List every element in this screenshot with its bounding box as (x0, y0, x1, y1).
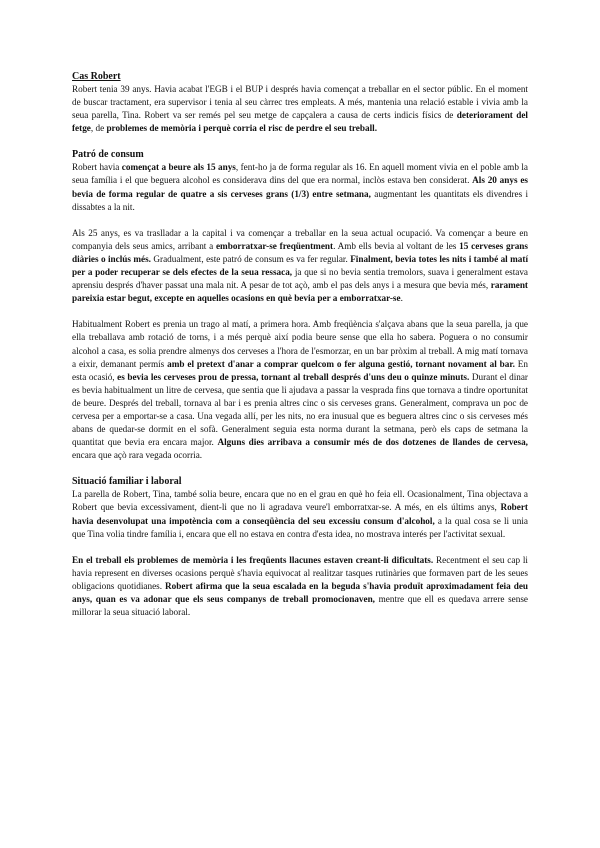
emphasis-text: amb el pretext d'anar a comprar quelcom o fer alguna gestió, tornant novament al bar. (167, 358, 515, 369)
emphasis-text: començat a beure als 15 anys (121, 162, 236, 173)
document-title: Cas Robert (72, 71, 121, 82)
paragraph-intro (72, 83, 528, 135)
emphasis-text: Robert havia desenvolupat una impotència com a conseqüència del seu excessiu consum d'alcohol, (72, 502, 528, 526)
body-text: En esta ocasió, (72, 358, 528, 382)
spacer (72, 541, 528, 554)
body-text: Gradualment, este patró de consum es va fer regular. (150, 253, 351, 264)
body-text: Robert havia (72, 162, 122, 173)
spacer (72, 135, 528, 148)
spacer (72, 305, 528, 318)
body-text: , fent-ho ja de forma regular als 16. En aquell moment vivia en el poble amb la seua família i el que beguera alcohol es considerava dins del que era normal, inclòs estava ben considerat. (72, 162, 528, 186)
emphasis-text: Robert afirma que la seua escalada en la beguda s'havia produït aproximadament feia deu anys, quan es va adonar que els seus companys de treball promocionaven, (72, 580, 529, 604)
body-text: Durant el dinar es bevia habitualment un litre de cervesa, que sentia que li ajudava a passar la vesprada fins que tornava a tindre oportunitat de beure. Després del treball, tornava al bar i es prenia altres cinc o sis cerveses grans. Generalment, comprava un poc de cervesa per a emportar-se a casa. Una vegada allí, per les nits, no era inusual que es beguera altres cinc o sis cerveses més abans de quedar-se dormit en el sofà. Generalment seguia esta norma durant la setmana, però els caps de setmana la quantitat que bevia era encara major. (72, 371, 528, 448)
body-text: a la qual cosa se li unia que Tina volia tindre família i, encara que ell no estava en contra d'esta idea, no mostrava interés per l'activitat sexual. (72, 515, 528, 539)
emphasis-text: deteriorament del fetge (72, 110, 528, 134)
emphasis-text: Als 20 anys es bevia de forma regular de quatre a sis cerveses grans (1/3) entre setmana, (72, 175, 528, 199)
body-text: La parella de Robert, Tina, també solia beure, encara que no en el grau en què ho feia ell. Ocasionalment, Tina objectava a Robert que bevia excessivament, dient-li que no li agradava veure'l emborratxar-se. A més, en els últims anys, (72, 489, 528, 513)
emphasis-text: Finalment, bevia totes les nits i també al matí per a poder recuperar se dels efectes de la seua ressaca, (72, 253, 529, 278)
paragraph-daily-routine (72, 318, 528, 462)
spacer (72, 214, 528, 227)
body-text: Robert tenia 39 anys. Havia acabat l'EGB i el BUP i després havia començat a treballar en el sector públic. En el moment de buscar tractament, era supervisor i tenia al seu càrrec tres empleats. A més, mantenia una relació estable i vivia amb la seua parella, Tina. Robert va ser remés pel seu metge de capçalera a causa de certs indicis físics de (72, 84, 528, 121)
emphasis-text: Alguns dies arribava a consumir més de dos dotzenes de llandes de cervesa, (217, 437, 528, 448)
body-text: . (400, 293, 403, 304)
paragraph-family (72, 488, 528, 540)
body-text: Habitualment Robert es prenia un trago al matí, a primera hora. Amb freqüència s'alçava abans que la seua parella, ja que ella treballava amb rotació de torns, i a més perquè així podia beure sense que ella ho sabera. Poguera o no consumir alcohol a casa, es solia prendre almenys dos cerveses a l'hora de l'esmorzar, en un bar pròxim al treball. A mig matí tornava a eixir, demanant permís (72, 319, 528, 369)
paragraph-work (72, 554, 528, 619)
body-text: . Amb ells bevia al voltant de les (333, 240, 460, 251)
emphasis-text: es bevia les cerveses prou de pressa, tornant al treball després d'uns deu o quinze minuts. (117, 371, 470, 382)
emphasis-text: rarament pareixia estar begut, excepte en aquelles ocasions en què bevia per a emborratxar-se (72, 280, 528, 304)
section-title-family-work: Situació familiar i laboral (72, 476, 182, 488)
section-title-consumption: Patró de consum (72, 149, 144, 161)
body-text: encara que açò rara vegada ocorria. (72, 450, 203, 461)
paragraph-consumption-start (72, 161, 528, 213)
body-text: ja que si no bevia sentia tremolors, suava i generalment estava aprensiu després d'haver passat una mala nit. A pesar de tot açò, amb el pas dels anys i a mesura que bevia més, (72, 267, 528, 291)
body-text: augmentant les quantitats els divendres i dissabtes a la nit. (72, 188, 528, 212)
emphasis-text: 15 cerveses grans diàries o inclús més. (72, 240, 528, 264)
body-text: , de (90, 123, 107, 134)
paragraph-consumption-growth (72, 227, 528, 306)
emphasis-text: emborratxar-se freqüentment (215, 240, 334, 251)
body-text: mentre que ell es quedava arrere sense millorar la seua situació laboral. (72, 594, 529, 618)
spacer (72, 462, 528, 475)
emphasis-text: En el treball els problemes de memòria i les freqüents llacunes estaven creant-li dificultats. (72, 554, 434, 565)
emphasis-text: problemes de memòria i perquè corria el risc de perdre el seu treball. (106, 123, 377, 134)
body-text: Als 25 anys, es va traslladar a la capital i va començar a treballar en la seua actual ocupació. Va començar a beure en companyia dels seus amics, arribant a (72, 227, 528, 251)
body-text: Recentment el seu cap li havia represent en diverses ocasions perquè s'havia equivocat al realitzar tasques rutinàries que formaven part de les seues obligacions quotidianes. (72, 554, 528, 591)
